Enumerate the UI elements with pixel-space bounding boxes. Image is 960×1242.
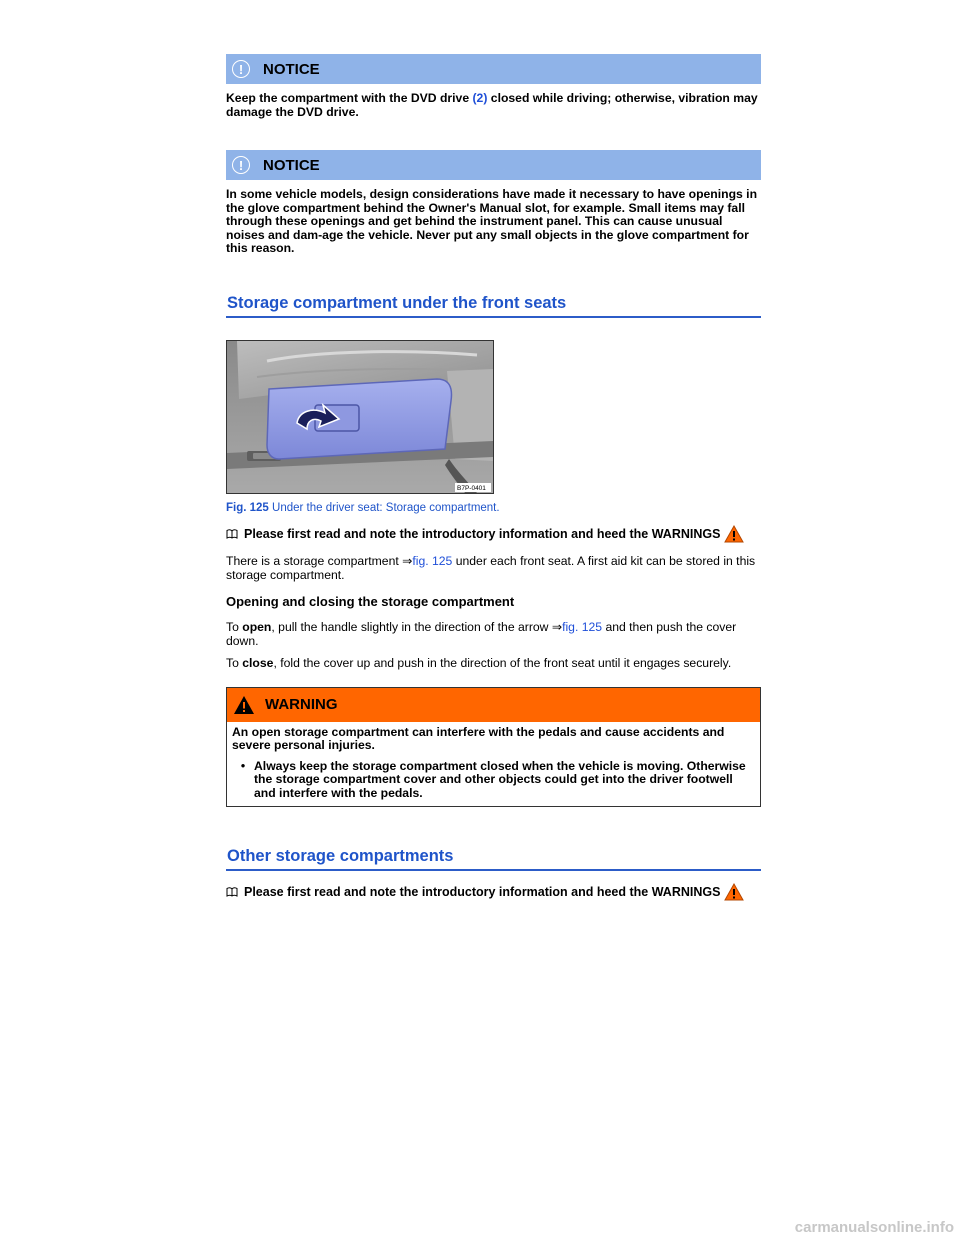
warning-bullet [232, 760, 755, 801]
notice-1 [226, 54, 761, 119]
notice-1-header [226, 54, 761, 84]
fig-125-link[interactable]: fig. 125 [412, 553, 453, 568]
warning-body [227, 722, 760, 807]
notice-2 [226, 150, 761, 256]
seat-illustration [227, 341, 493, 493]
figure-code-label: B7P-0401 [457, 484, 486, 492]
warning-bullet-text: Always keep the storage compartment closed when the vehicle is moving. Otherwise the storage compartment cover and other objects could get into the driver footwell and interfere with the pedals. [254, 758, 746, 800]
warning-box [226, 687, 761, 808]
warning-triangle-icon [724, 525, 744, 543]
dvd-drive-link[interactable]: (2) [472, 91, 488, 105]
intro-line-2[interactable]: Please first read and note the introductory information and heed the WARNINGS [226, 883, 761, 901]
notice-2-header [226, 150, 761, 180]
warning-text: An open storage compartment can interfere with the pedals and cause accidents and severe personal injuries. [232, 724, 725, 752]
exclamation-circle-icon: ! [232, 60, 250, 78]
bullet-marker: • [240, 758, 246, 773]
section-heading-front-seats: Storage compartment under the front seats [226, 294, 761, 318]
open-book-icon [226, 887, 238, 897]
notice-2-text: In some vehicle models, design considerations have made it necessary to have openings in the glove compartment behind the Owner's Manual slot, for example. Small items may fall through these openings and get behind the instrument panel. This can cause unusual noises and dam-age the vehicle. Never put any small objects in the glove compartment for this reason. [226, 187, 758, 255]
paragraph-open: To open, pull the handle slightly in the direction of the arrow ⇒fig. 125 and then push the cover down. [226, 619, 737, 648]
figure-125-image [226, 340, 494, 494]
watermark: carmanualsonline.info [794, 1219, 954, 1236]
intro-line-1[interactable]: Please first read and note the introductory information and heed the WARNINGS [226, 525, 761, 543]
warning-triangle-icon [233, 695, 255, 715]
notice-1-text: Keep the compartment with the DVD drive (2) closed while driving; otherwise, vibration may damage the DVD drive. [226, 91, 758, 119]
notice-1-title: NOTICE [263, 60, 320, 78]
warning-triangle-icon [724, 883, 744, 901]
open-book-icon [226, 529, 238, 539]
figure-125-caption: Fig. 125 Under the driver seat: Storage compartment. [226, 501, 500, 514]
subheading-opening-closing: Opening and closing the storage compartment [226, 593, 515, 609]
paragraph-storage-intro: There is a storage compartment ⇒fig. 125 under each front seat. A first aid kit can be stored in this storage compartment. [226, 553, 756, 582]
paragraph-close: To close, fold the cover up and push in the direction of the front seat until it engages securely. [226, 655, 732, 670]
fig-125-link[interactable]: fig. 125 [562, 619, 603, 634]
notice-2-title: NOTICE [263, 156, 320, 174]
section-heading-other-storage: Other storage compartments [226, 847, 761, 871]
warning-header [227, 688, 760, 722]
page-content [226, 54, 761, 901]
warning-title: WARNING [265, 696, 338, 713]
exclamation-circle-icon: ! [232, 156, 250, 174]
